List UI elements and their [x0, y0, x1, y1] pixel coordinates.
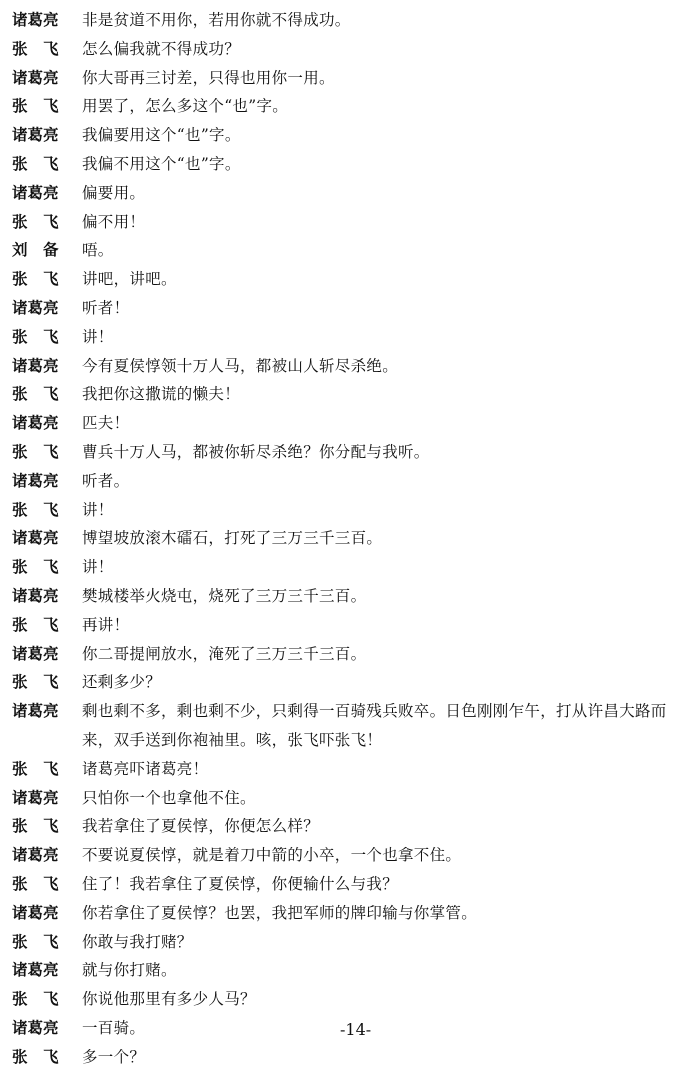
- speaker-name: 诸葛亮: [12, 702, 59, 721]
- dialogue-text: 你若拿住了夏侯惇？也罢，我把军师的牌印输与你掌管。: [82, 903, 478, 922]
- speaker-name: 诸葛亮: [12, 961, 59, 980]
- dialogue-text: 今有夏侯惇领十万人马，都被山人斩尽杀绝。: [82, 356, 399, 375]
- dialogue-line: [12, 812, 692, 841]
- dialogue-line: [12, 6, 692, 35]
- dialogue-line: [12, 179, 692, 208]
- dialogue-text: 我偏不用这个“也”字。: [82, 154, 241, 173]
- dialogue-line: [12, 352, 692, 381]
- dialogue-line: [12, 524, 692, 553]
- dialogue-line: [12, 467, 692, 496]
- dialogue-line: [12, 64, 692, 93]
- dialogue-text: 博望坡放滚木礌石，打死了三万三千三百。: [82, 529, 383, 548]
- speaker-name: 诸葛亮: [12, 356, 59, 375]
- dialogue-text: 听者！: [82, 298, 130, 317]
- dialogue-line: [12, 755, 692, 784]
- dialogue-line: [12, 1043, 692, 1071]
- speaker-name: 诸葛亮: [12, 529, 59, 548]
- dialogue-line: [12, 380, 692, 409]
- dialogue-line: [12, 668, 692, 697]
- speaker-name: 诸葛亮: [12, 126, 59, 145]
- dialogue-text: 唔。: [82, 241, 114, 260]
- dialogue-text: 一百骑。: [82, 1018, 146, 1037]
- dialogue-text: 讲！: [82, 500, 114, 519]
- speaker-name: 诸葛亮: [12, 1018, 59, 1037]
- dialogue-line: [12, 35, 692, 64]
- dialogue-line: [12, 697, 692, 755]
- dialogue-line: [12, 150, 692, 179]
- dialogue-line: [12, 265, 692, 294]
- dialogue-text: 怎么偏我就不得成功？: [82, 39, 241, 58]
- dialogue-text: 樊城楼举火烧屯，烧死了三万三千三百。: [82, 586, 367, 605]
- speaker-name: 诸葛亮: [12, 903, 59, 922]
- dialogue-text: 剩也剩不多，剩也剩不少，只剩得一百骑残兵败卒。日色刚刚乍午，打从许昌大路而来，双手送到你袍袖里。咳，张飞吓张飞！: [82, 702, 667, 749]
- dialogue-text: 再讲！: [82, 615, 130, 634]
- speaker-name: 张 飞: [12, 327, 59, 346]
- dialogue-text: 讲！: [82, 327, 114, 346]
- speaker-name: 诸葛亮: [12, 68, 59, 87]
- dialogue-text: 你大哥再三讨差，只得也用你一用。: [82, 68, 335, 87]
- speaker-name: 诸葛亮: [12, 298, 59, 317]
- speaker-name: 诸葛亮: [12, 846, 59, 865]
- dialogue-text: 我偏要用这个“也”字。: [82, 126, 241, 145]
- dialogue-line: [12, 496, 692, 525]
- speaker-name: 张 飞: [12, 442, 59, 461]
- dialogue-line: [12, 438, 692, 467]
- dialogue-text: 听者。: [82, 471, 130, 490]
- dialogue-line: [12, 640, 692, 669]
- dialogue-text: 我若拿住了夏侯惇，你便怎么样？: [82, 817, 320, 836]
- dialogue-text: 住了！我若拿住了夏侯惇，你便输什么与我？: [82, 874, 399, 893]
- dialogue-line: [12, 870, 692, 899]
- dialogue-text: 讲！: [82, 558, 114, 577]
- dialogue-text: 曹兵十万人马，都被你斩尽杀绝？你分配与我听。: [82, 442, 430, 461]
- dialogue-text: 还剩多少？: [82, 673, 162, 692]
- dialogue-text: 我把你这撒谎的懒夫！: [82, 385, 241, 404]
- speaker-name: 张 飞: [12, 759, 59, 778]
- dialogue-line: [12, 409, 692, 438]
- dialogue-text: 就与你打赌。: [82, 961, 177, 980]
- dialogue-text: 匹夫！: [82, 414, 130, 433]
- speaker-name: 张 飞: [12, 39, 59, 58]
- dialogue-list: [12, 6, 692, 1071]
- speaker-name: 诸葛亮: [12, 11, 59, 29]
- dialogue-line: [12, 899, 692, 928]
- speaker-name: 张 飞: [12, 558, 59, 577]
- dialogue-text: 诸葛亮吓诸葛亮！: [82, 759, 209, 778]
- dialogue-line: [12, 121, 692, 150]
- dialogue-line: [12, 928, 692, 957]
- dialogue-text: 非是贫道不用你，若用你就不得成功。: [82, 11, 351, 29]
- page-number: -14-: [340, 1020, 372, 1039]
- speaker-name: 张 飞: [12, 500, 59, 519]
- dialogue-text: 偏要用。: [82, 183, 146, 202]
- speaker-name: 张 飞: [12, 154, 59, 173]
- dialogue-line: [12, 582, 692, 611]
- speaker-name: 张 飞: [12, 817, 59, 836]
- dialogue-text: 用罢了，怎么多这个“也”字。: [82, 97, 289, 116]
- dialogue-line: [12, 784, 692, 813]
- dialogue-text: 你二哥提闸放水，淹死了三万三千三百。: [82, 644, 367, 663]
- speaker-name: 张 飞: [12, 874, 59, 893]
- dialogue-line: [12, 208, 692, 237]
- speaker-name: 诸葛亮: [12, 644, 59, 663]
- dialogue-text: 偏不用！: [82, 212, 146, 231]
- speaker-name: 张 飞: [12, 1047, 59, 1066]
- dialogue-text: 只怕你一个也拿他不住。: [82, 788, 256, 807]
- speaker-name: 张 飞: [12, 673, 59, 692]
- dialogue-line: [12, 323, 692, 352]
- speaker-name: 张 飞: [12, 385, 59, 404]
- speaker-name: 刘 备: [12, 241, 59, 260]
- dialogue-text: 不要说夏侯惇，就是着刀中箭的小卒，一个也拿不住。: [82, 846, 462, 865]
- dialogue-text: 你敢与我打赌？: [82, 932, 193, 951]
- dialogue-line: [12, 92, 692, 121]
- speaker-name: 诸葛亮: [12, 183, 59, 202]
- speaker-name: 诸葛亮: [12, 586, 59, 605]
- speaker-name: 诸葛亮: [12, 414, 59, 433]
- speaker-name: 诸葛亮: [12, 788, 59, 807]
- speaker-name: 张 飞: [12, 615, 59, 634]
- dialogue-line: [12, 841, 692, 870]
- dialogue-line: [12, 294, 692, 323]
- speaker-name: 张 飞: [12, 932, 59, 951]
- dialogue-line: [12, 553, 692, 582]
- dialogue-line: [12, 236, 692, 265]
- speaker-name: 张 飞: [12, 97, 59, 116]
- dialogue-line: [12, 956, 692, 985]
- speaker-name: 张 飞: [12, 990, 59, 1009]
- dialogue-line: [12, 611, 692, 640]
- dialogue-text: 多一个？: [82, 1047, 146, 1066]
- speaker-name: 诸葛亮: [12, 471, 59, 490]
- dialogue-line: [12, 985, 692, 1014]
- dialogue-text: 讲吧，讲吧。: [82, 270, 177, 289]
- speaker-name: 张 飞: [12, 270, 59, 289]
- dialogue-text: 你说他那里有多少人马？: [82, 990, 256, 1009]
- speaker-name: 张 飞: [12, 212, 59, 231]
